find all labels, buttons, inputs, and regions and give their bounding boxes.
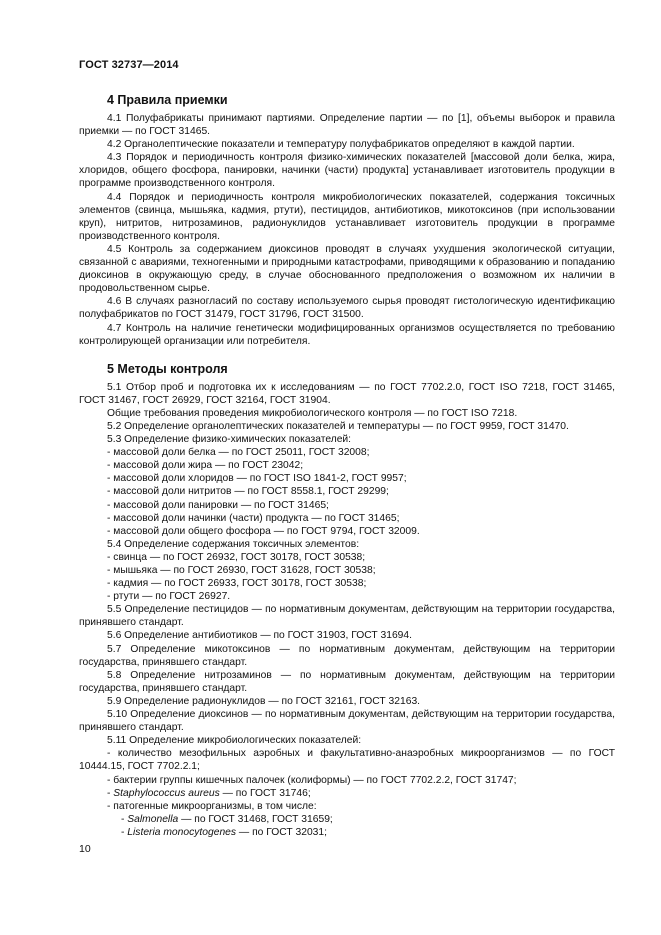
paragraph-4-3: 4.3 Порядок и периодичность контроля физико-химических показателей [массовой доли белка, жира, хлоридов, общего фосфора, панировки, начинки (части) продукта] устанавливает изготовитель продукции в программе производственного контроля. [79,152,615,190]
page-body [79,92,615,839]
paragraph-5-9: 5.9 Определение радионуклидов — по ГОСТ 32161, ГОСТ 32163. [107,695,421,707]
paragraph-5-2: 5.2 Определение органолептических показателей и температуры — по ГОСТ 9959, ГОСТ 31470. [107,420,569,432]
list-item: - массовой доли общего фосфора — по ГОСТ 9794, ГОСТ 32009. [79,525,615,538]
list-item-kmafanm: - количество мезофильных аэробных и факультативно-анаэробных микроорганизмов — по ГОСТ 10444.15, ГОСТ 7702.2.1; [79,748,615,773]
listeria-method: — по ГОСТ 32031; [236,826,327,838]
page-number: 10 [79,843,91,855]
salmonella-method: — по ГОСТ 31468, ГОСТ 31659; [178,813,333,825]
list-item: - массовой доли нитритов — по ГОСТ 8558.1, ГОСТ 29299; [79,485,615,498]
paragraph-4-4: 4.4 Порядок и периодичность контроля микробиологических показателей, содержания токсичных элементов (свинца, мышьяка, кадмия, ртути), пестицидов, антибиотиков, микотоксинов (при использовании круп), нитритов, нитрозаминов, радионуклидов устанавливает изготовитель продукции в программе производственного контроля. [79,191,615,242]
list-item: - кадмия — по ГОСТ 26933, ГОСТ 30178, ГОСТ 30538; [79,577,615,590]
list-item: - массовой доли хлоридов — по ГОСТ ISO 1841-2, ГОСТ 9957; [79,472,615,485]
list-item: - массовой доли панировки — по ГОСТ 31465; [79,499,615,512]
paragraph-5-8: 5.8 Определение нитрозаминов — по нормативным документам, действующим на территории государства, принявшего стандарт. [79,669,615,694]
paragraph-5-3: 5.3 Определение физико-химических показателей: [107,434,352,446]
paragraph-4-7: 4.7 Контроль на наличие генетически модифицированных организмов осуществляется по требованию контролирующей организации или потребителя. [79,322,615,347]
section-5-title: 5 Методы контроля [107,361,228,376]
document-header: ГОСТ 32737—2014 [79,59,179,71]
paragraph-4-6: 4.6 В случаях разногласий по составу используемого сырья проводят гистологическую идентификацию полуфабрикатов по ГОСТ 31479, ГОСТ 31796, ГОСТ 31500. [79,296,615,321]
paragraph-5-10: 5.10 Определение диоксинов — по нормативным документам, действующим на территории государства, принявшего стандарт. [79,709,615,734]
list-item: - массовой доли начинки (части) продукта — по ГОСТ 31465; [79,512,615,525]
staphylococcus-method: — по ГОСТ 31746; [219,787,311,799]
kmafanm-text: количество мезофильных аэробных и факультативно-анаэробных микроорганизмов — по ГОСТ 10444.15, ГОСТ 7702.2.1; [79,748,615,773]
paragraph-5-7: 5.7 Определение микотоксинов — по нормативным документам, действующим на территории государства, принявшего стандарт. [79,643,615,668]
list-item-pathogens: - патогенные микроорганизмы, в том числе: [79,800,615,813]
paragraph-4-1: 4.1 Полуфабрикаты принимают партиями. Определение партии — по [1], объемы выборок и правила приемки — по ГОСТ 31465. [79,113,615,138]
paragraph-5-1-general: Общие требования проведения микробиологического контроля — по ГОСТ ISO 7218. [107,407,518,419]
salmonella-name: Salmonella [127,813,179,825]
list-item: - массовой доли белка — по ГОСТ 25011, ГОСТ 32008; [79,446,615,459]
list-item: - мышьяка — по ГОСТ 26930, ГОСТ 31628, ГОСТ 30538; [79,564,615,577]
list-item: - свинца — по ГОСТ 26932, ГОСТ 30178, ГОСТ 30538; [79,551,615,564]
paragraph-5-1: 5.1 Отбор проб и подготовка их к исследованиям — по ГОСТ 7702.2.0, ГОСТ ISO 7218, ГОСТ 31465, ГОСТ 31467, ГОСТ 26929, ГОСТ 32164, ГОСТ 31904. [79,381,615,406]
list-item-staphylococcus [79,787,615,800]
listeria-name: Listeria monocytogenes [127,826,237,838]
section-4-title: 4 Правила приемки [107,93,228,107]
list-item-salmonella [79,813,615,826]
list-item-listeria [79,826,615,839]
list-item: - массовой доли жира — по ГОСТ 23042; [79,459,615,472]
paragraph-5-5: 5.5 Определение пестицидов — по нормативным документам, действующим на территории государства, принявшего стандарт. [79,604,615,629]
list-item-bgkp: - бактерии группы кишечных палочек (колиформы) — по ГОСТ 7702.2.2, ГОСТ 31747; [79,774,615,787]
staphylococcus-name: Staphylococcus aureus [113,787,220,799]
paragraph-4-5: 4.5 Контроль за содержанием диоксинов проводят в случаях ухудшения экологической ситуации, связанной с авариями, техногенными и природными катастрофами, приводящими к образованию и попаданию диоксинов в окружающую среду, в случае обоснованного предположения о возможном их наличии в продовольственном сырье. [79,243,615,295]
list-item: - ртути — по ГОСТ 26927. [79,590,615,603]
paragraph-5-4: 5.4 Определение содержания токсичных элементов: [107,538,360,550]
paragraph-4-2: 4.2 Органолептические показатели и температуру полуфабрикатов определяют в каждой партии. [107,139,575,151]
paragraph-5-11: 5.11 Определение микробиологических показателей: [107,735,362,747]
paragraph-5-6: 5.6 Определение антибиотиков — по ГОСТ 31903, ГОСТ 31694. [107,630,412,642]
